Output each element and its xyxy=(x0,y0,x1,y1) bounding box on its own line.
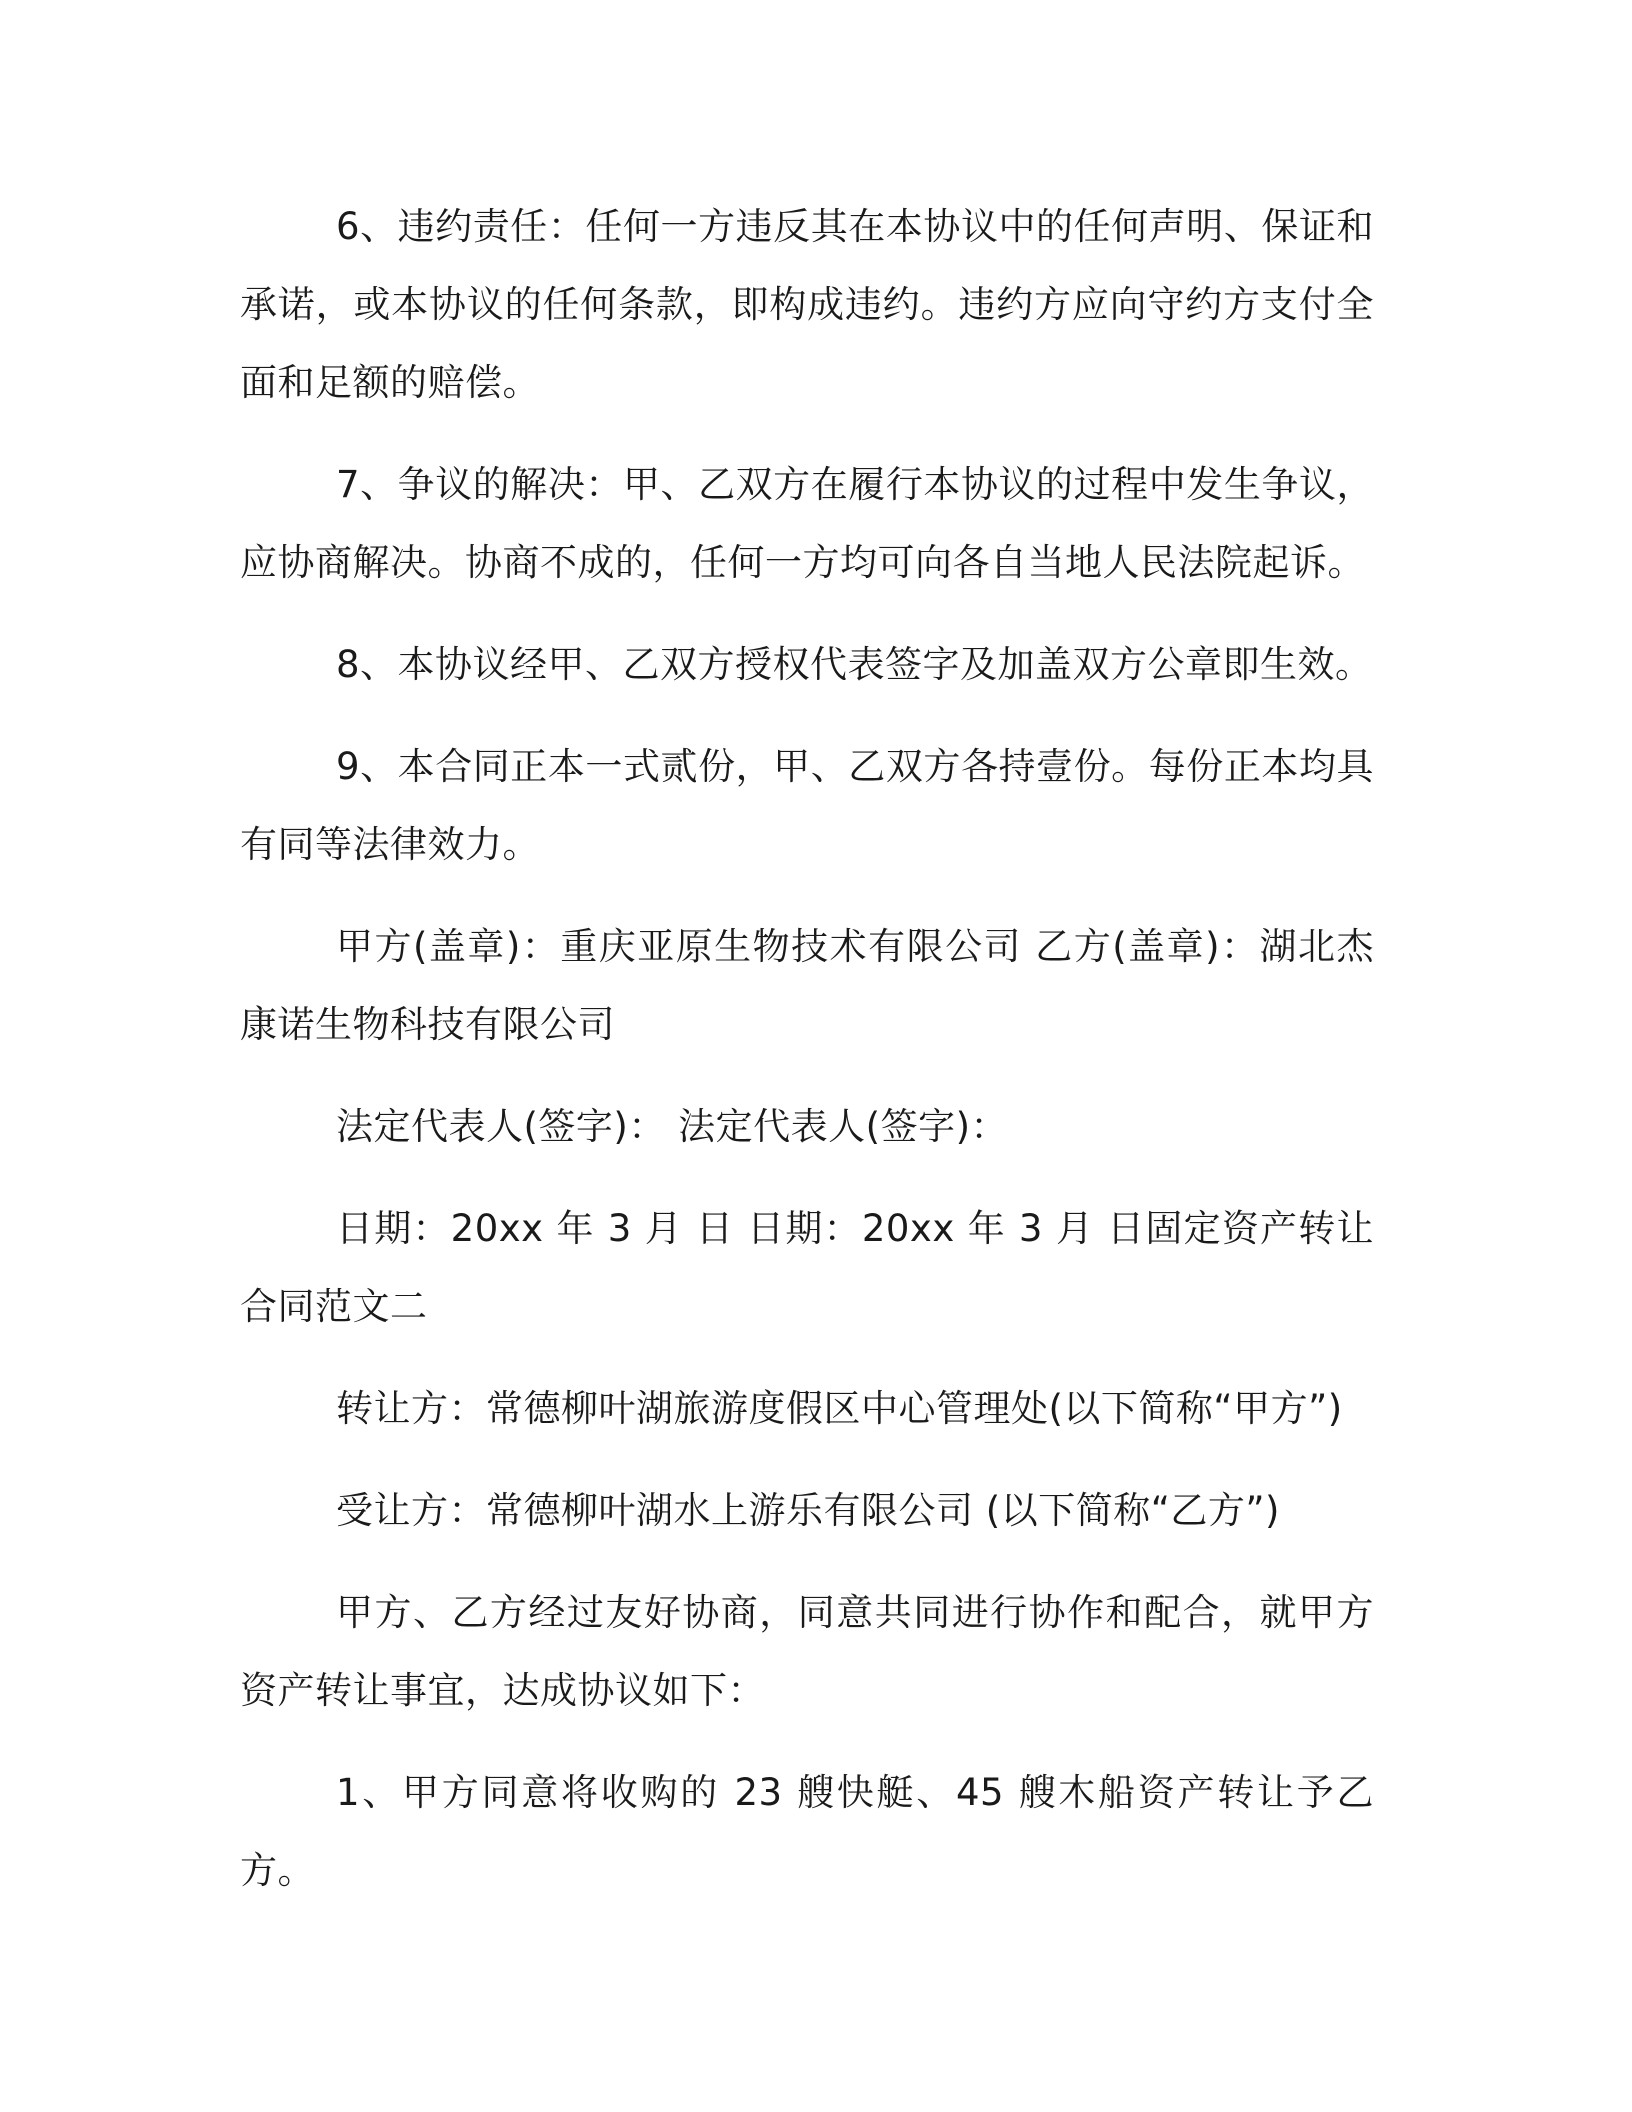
clause-6-breach-liability: 6、违约责任：任何一方违反其在本协议中的任何声明、保证和承诺，或本协议的任何条款，即构成违约。违约方应向守约方支付全面和足额的赔偿。 xyxy=(240,205,1374,404)
party-seals-line: 甲方(盖章)：重庆亚原生物技术有限公司 乙方(盖章)：湖北杰康诺生物科技有限公司 xyxy=(240,925,1374,1046)
clause-9-copies: 9、本合同正本一式贰份，甲、乙双方各持壹份。每份正本均具有同等法律效力。 xyxy=(240,745,1374,866)
clause-7-dispute-resolution: 7、争议的解决：甲、乙双方在履行本协议的过程中发生争议，应协商解决。协商不成的，任何一方均可向各自当地人民法院起诉。 xyxy=(240,463,1374,584)
document-body xyxy=(240,188,1374,1934)
transferee-line: 受让方：常德柳叶湖水上游乐有限公司 (以下简称“乙方”) xyxy=(336,1489,1280,1532)
legal-representative-signature-line: 法定代表人(签字)： 法定代表人(签字)： xyxy=(336,1105,1009,1148)
date-and-next-title: 日期：20xx 年 3 月 日 日期：20xx 年 3 月 日固定资产转让合同范文二 xyxy=(240,1207,1374,1328)
clause-8-effectiveness: 8、本协议经甲、乙双方授权代表签字及加盖双方公章即生效。 xyxy=(336,643,1373,686)
clause-1-asset-transfer: 1、甲方同意将收购的 23 艘快艇、45 艘木船资产转让予乙方。 xyxy=(240,1771,1374,1892)
agreement-preamble: 甲方、乙方经过友好协商，同意共同进行协作和配合，就甲方资产转让事宜，达成协议如下： xyxy=(240,1591,1374,1712)
transferor-line: 转让方：常德柳叶湖旅游度假区中心管理处(以下简称“甲方”) xyxy=(336,1387,1343,1430)
